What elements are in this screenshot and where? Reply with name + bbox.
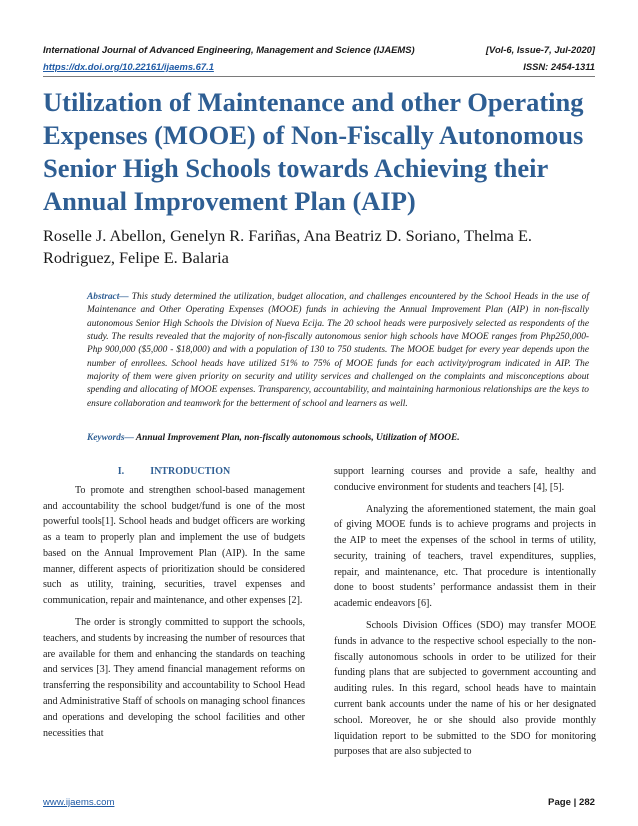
journal-name: International Journal of Advanced Engineering, Management and Science (IJAEMS) [43,44,415,55]
section-heading [43,464,305,480]
left-column [43,464,305,741]
author-list: Roselle J. Abellon, Genelyn R. Fariñas, Ana Beatriz D. Soriano, Thelma E. Rodriguez, Felipe E. Balaria [43,226,532,267]
volume-issue: [Vol-6, Issue-7, Jul-2020] [485,44,595,55]
website-link[interactable]: www.ijaems.com [43,797,115,808]
page-number: Page | 282 [548,797,595,808]
section-number: I. [117,466,125,477]
keywords [87,432,589,445]
body-paragraph: Analyzing the aforementioned statement, the main goal of giving MOOE funds is to achieve programs and projects in the AIP to meet the expenses of the school in terms of utility, security, training of teachers, travel expenditures, supplies, repair, and maintenance, etc. That procedure is intentionally done to boost students’ performance andassist them in their academic endeavors [6]. [334,503,596,610]
body-paragraph: To promote and strengthen school-based management and accountability the school budget/fund is one of the most powerful tools[1]. School heads and budget officers are working as a team to properly plan and implement the use of budgets based on the Annual Improvement Plan (AIP). In the same manner, different aspects of prioritization should be considered such as utility, training, securities, travel expenses and communication, repair and maintenance, and other expenses [2]. [43,484,305,607]
body-paragraph: The order is strongly committed to support the schools, teachers, and students by increasing the number of resources that are available for them and enhancing the standards on teaching and services [3]. They amend financial management reforms on transferring the responsibility and accountability to School Head and Administrative Staff of schools on managing school finances and operations and developing the school facilities and other necessities that [43,617,305,739]
body-paragraph: support learning courses and provide a safe, healthy and conducive environment for students and teachers [4], [5]. [334,466,596,493]
doi-link[interactable]: https://dx.doi.org/10.22161/ijaems.67.1 [43,61,214,72]
paper-title: Utilization of Maintenance and other Operating Expenses (MOOE) of Non-Fiscally Autonomous Senior High Schools towards Achieving their Annual Improvement Plan (AIP) [43,87,584,216]
header-rule [43,76,595,77]
abstract-label: Abstract— [87,292,129,302]
abstract [87,291,589,411]
abstract-text: This study determined the utilization, budget allocation, and challenges encountered by the School Heads in the use of Maintenance and Other Operating Expenses (MOOE) funds in achieving the Annual Improvement Plan (AIP) in non-fiscally autonomous Senior High Schools the Division of Nueva Ecija. The 20 school heads were purposively selected as respondents of the study. The results revealed that the majority of non-fiscally autonomous senior high schools have MOOE ranges from Php250,000-Php 900,000 ($5,000 - $18,000) and with a population of 130 to 750 students. The MOOE budget for every year depends upon the number of enrollees. School heads have utilized 51% to 75% of MOOE funds for each activity/program indicated in AIP. The majority of them were given priority on security and utility services and challenged on the complaints and misconceptions about spending and allocating of MOOE expenses. Transparency, accountability, and maintaining harmonious relationships are the keys to ensure collaboration and teamwork for the betterment of school and learners as well. [87,292,589,409]
body-paragraph: Schools Division Offices (SDO) may transfer MOOE funds in advance to the respective school especially to the non-fiscally autonomous schools in order to be utilized for their funding plans that are subjected to government accounting and auditing rules. In this regard, school heads have to maintain current bank accounts under the name of his or her designated school. Moreover, he or she should also provide monthly liquidation report to be submitted to the SDO for monitoring purposes that are also subjected to [334,620,596,758]
keywords-label: Keywords— [87,433,134,443]
right-column [334,464,596,760]
section-title: INTRODUCTION [150,466,231,477]
issn: ISSN: 2454-1311 [523,61,595,72]
keywords-text: Annual Improvement Plan, non-fiscally autonomous schools, Utilization of MOOE. [133,433,460,443]
